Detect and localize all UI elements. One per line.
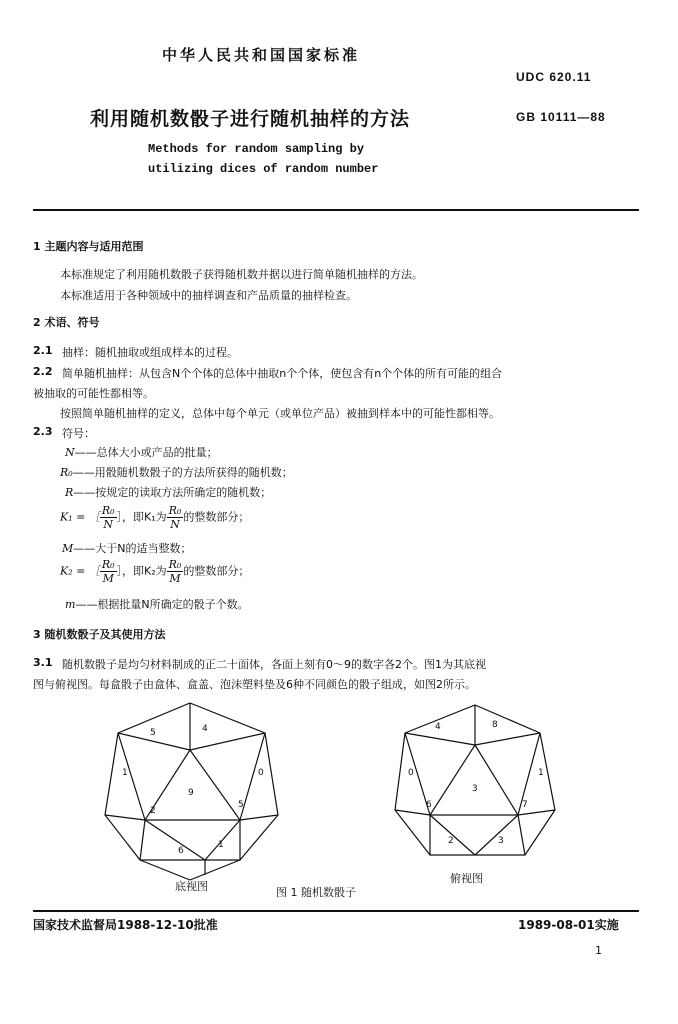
- clause-2-2-text: 简单随机抽样：从包含N个个体的总体中抽取n个个体，使包含有n个个体的所有可能的组合: [62, 367, 503, 380]
- formula-K1-tail: 的整数部分；: [183, 510, 250, 524]
- english-title-line-2: utilizing dices of random number: [148, 162, 379, 176]
- bottom-digit-1: 5: [150, 728, 156, 738]
- symbol-R0: R₀: [60, 466, 73, 479]
- section-2-heading: 2 术语、符号: [33, 316, 100, 329]
- clause-2-2-note: 按照简单随机抽样的定义，总体中每个单元（或单位产品）被抽到样本中的可能性都相等。: [60, 407, 500, 420]
- symbol-N-desc: ——总体大小或产品的批量；: [74, 446, 218, 459]
- symbol-R0-desc: ——用骰随机数骰子的方法所获得的随机数；: [72, 466, 293, 479]
- symbol-m: m: [65, 598, 76, 611]
- formula-K2-denominator-2: M: [169, 572, 181, 585]
- clause-2-3-text: 符号：: [62, 427, 95, 440]
- bottom-digit-6: 2: [150, 806, 156, 816]
- top-digit-7: 7: [522, 800, 528, 810]
- clause-3-1-number: 3.1: [33, 656, 53, 669]
- clause-3-1-text-cont: 图与俯视图。每盒骰子由盒体、盒盖、泡沫塑料垫及6种不同颜色的骰子组成，如图2所示。: [33, 678, 476, 691]
- top-digit-4: 1: [538, 768, 544, 778]
- symbol-M-desc: ——大于N的适当整数；: [73, 542, 192, 555]
- symbol-N: N: [65, 446, 75, 459]
- clause-2-2-text-cont: 被抽取的可能性都相等。: [33, 387, 154, 400]
- symbol-M: M: [62, 542, 74, 555]
- symbol-M-row: [62, 540, 192, 556]
- clause-3-1-text: 随机数骰子是均匀材料制成的正二十面体，各面上刻有0～9的数字各2个。图1为其底视: [62, 658, 486, 671]
- formula-K1-denominator-2: N: [170, 518, 180, 531]
- bottom-digit-3: 1: [122, 768, 128, 778]
- symbol-R: R: [65, 486, 74, 499]
- formula-K1-numerator: R₀: [101, 504, 115, 517]
- clause-2-3-number: 2.3: [33, 425, 53, 438]
- header-rule: [33, 209, 639, 211]
- page-number: 1: [595, 944, 602, 957]
- section-1-para-1: 本标准规定了利用随机数骰子获得随机数并据以进行简单随机抽样的方法。: [60, 268, 423, 281]
- symbol-R0-row: [60, 464, 293, 480]
- gb-number: GB 10111—88: [516, 110, 606, 124]
- formula-K1-fraction-2: [167, 504, 184, 531]
- bottom-digit-9: 1: [218, 840, 224, 850]
- top-view-icosahedron: [395, 705, 555, 855]
- section-1-heading: 1 主题内容与适用范围: [33, 240, 144, 253]
- formula-K2: [60, 558, 249, 585]
- formula-K1-mid: ］，即K₁为: [116, 510, 167, 524]
- approval-date: 国家技术监督局1988-12-10批准: [33, 918, 218, 932]
- symbol-R-row: [65, 484, 271, 500]
- bottom-view-outline: [105, 703, 278, 860]
- formula-K2-denominator: M: [102, 572, 114, 585]
- symbol-N-row: [65, 444, 218, 460]
- formula-K1-fraction: [100, 504, 117, 531]
- dice-figure: [100, 695, 580, 905]
- top-digit-5: 3: [472, 784, 478, 794]
- formula-K2-lhs: K₂ = ［: [60, 564, 100, 578]
- standard-org-heading: 中华人民共和国国家标准: [162, 46, 361, 64]
- formula-K2-tail: 的整数部分；: [183, 564, 250, 578]
- formula-K1-numerator-2: R₀: [168, 504, 182, 517]
- effective-date: 1989-08-01实施: [518, 918, 619, 932]
- section-3-heading: 3 随机数骰子及其使用方法: [33, 628, 166, 641]
- bottom-digit-7: 5: [238, 800, 244, 810]
- formula-K2-numerator: R₀: [101, 558, 115, 571]
- clause-2-1-number: 2.1: [33, 344, 53, 357]
- formula-K1-lhs: K₁ = ［: [60, 510, 100, 524]
- footer-rule: [33, 910, 639, 912]
- bottom-digit-5: 9: [188, 788, 194, 798]
- formula-K1: [60, 504, 249, 531]
- document-title: 利用随机数骰子进行随机抽样的方法: [90, 108, 411, 130]
- udc-code: UDC 620.11: [516, 70, 592, 84]
- formula-K1-denominator: N: [103, 518, 113, 531]
- top-view-center-face: [430, 745, 518, 815]
- top-digit-1: 4: [435, 722, 441, 732]
- clause-2-1-text: 抽样：随机抽取或组成样本的过程。: [62, 346, 238, 359]
- bottom-digit-8: 6: [178, 846, 184, 856]
- formula-K2-numerator-2: R₀: [168, 558, 182, 571]
- top-digit-6: 6: [426, 800, 432, 810]
- symbol-R-desc: ——按规定的读取方法所确定的随机数；: [73, 486, 272, 499]
- clause-2-2-number: 2.2: [33, 365, 53, 378]
- top-digit-8: 2: [448, 836, 454, 846]
- symbol-m-row: [65, 596, 249, 612]
- section-1-para-2: 本标准适用于各种领域中的抽样调查和产品质量的抽样检查。: [60, 289, 357, 302]
- symbol-m-desc: ——根据批量N所确定的骰子个数。: [75, 598, 249, 611]
- formula-K2-fraction: [100, 558, 117, 585]
- figure-right-label: 俯视图: [450, 872, 483, 885]
- bottom-digit-4: 0: [258, 768, 264, 778]
- top-digit-9: 3: [498, 836, 504, 846]
- bottom-view-center-face: [145, 750, 240, 820]
- formula-K2-fraction-2: [167, 558, 184, 585]
- formula-K2-mid: ］，即K₂为: [116, 564, 167, 578]
- figure-caption: 图 1 随机数骰子: [276, 886, 356, 899]
- top-digit-3: 0: [408, 768, 414, 778]
- figure-left-label: 底视图: [175, 880, 208, 893]
- top-digit-2: 8: [492, 720, 498, 730]
- bottom-digit-2: 4: [202, 724, 208, 734]
- english-title-line-1: Methods for random sampling by: [148, 142, 365, 156]
